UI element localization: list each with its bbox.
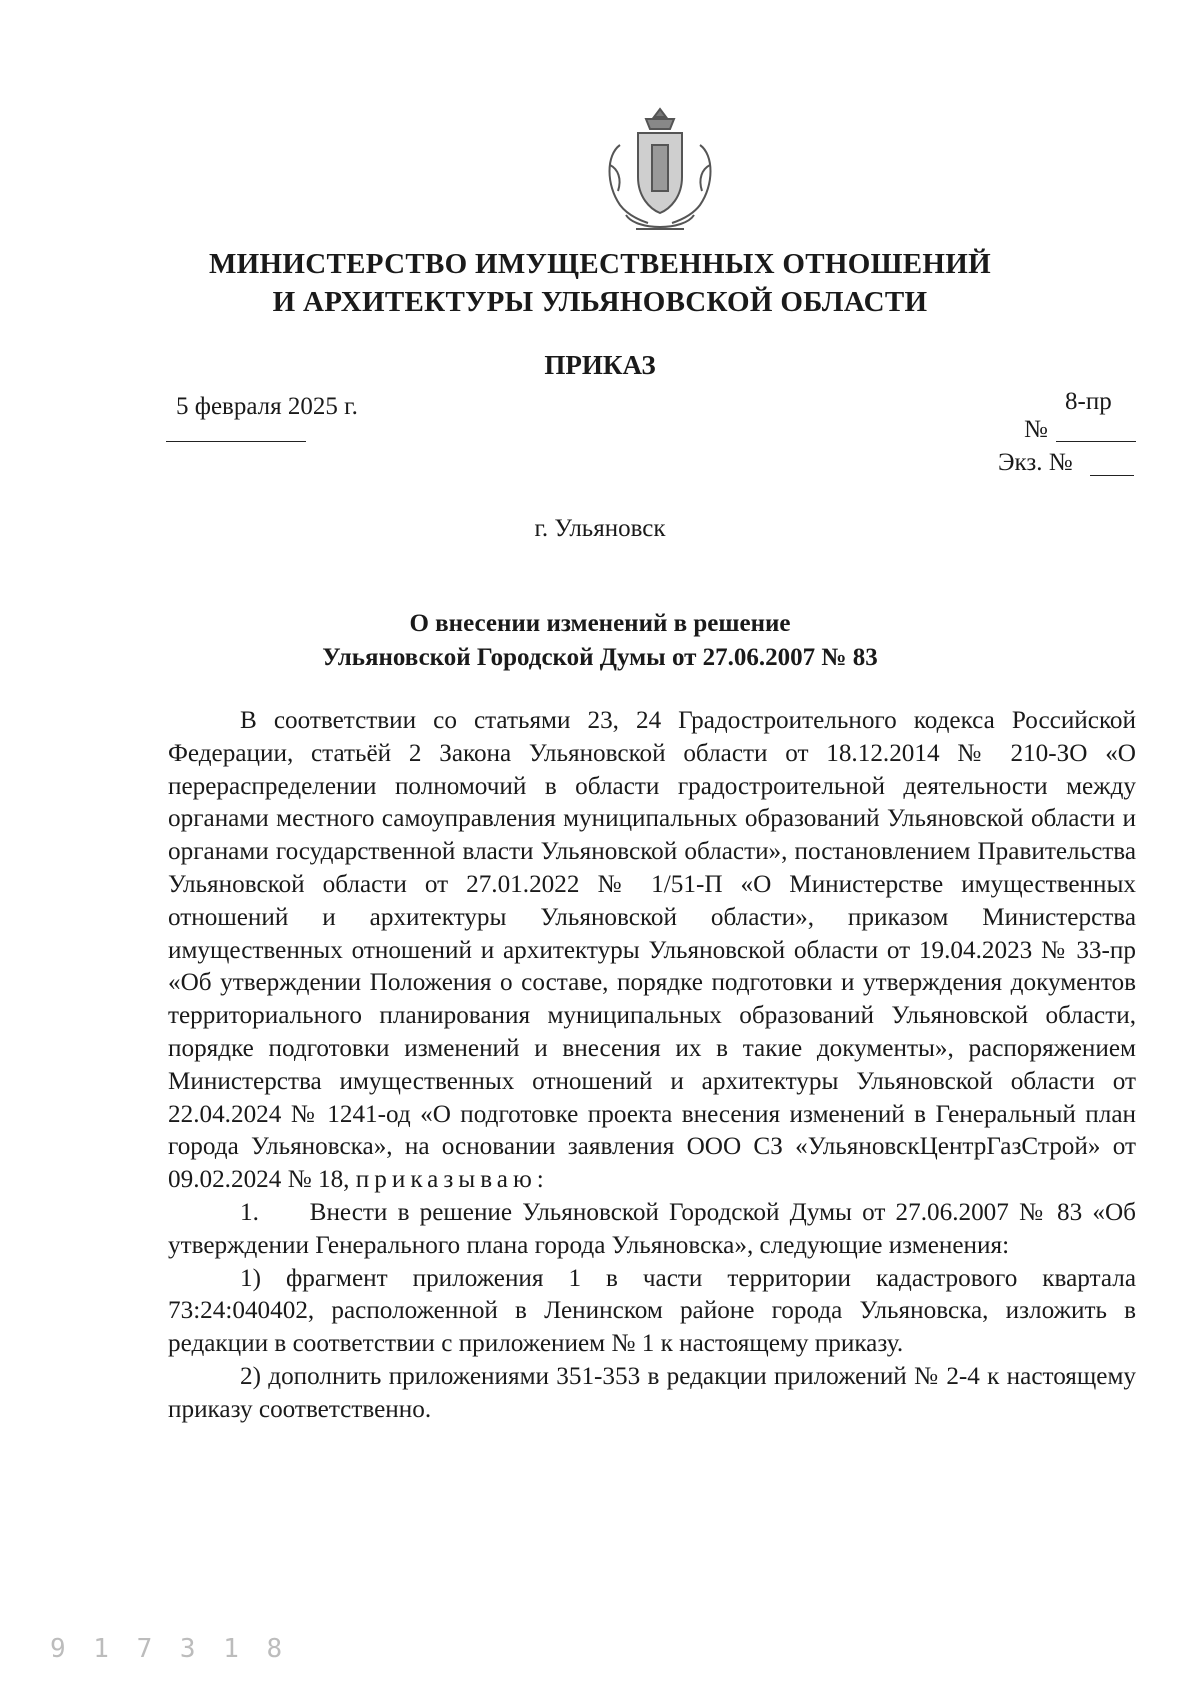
document-type-title: ПРИКАЗ [544,350,656,380]
ministry-name-line2: И АРХИТЕКТУРЫ УЛЬЯНОВСКОЙ ОБЛАСТИ [272,286,928,318]
preamble-text: В соответствии со статьями 23, 24 Градостроительного кодекса Российской Федерации, статьёй 2 Закона Ульяновской области от 18.12.2014 № 210-ЗО «О перераспределении полномочий в области градостроительной деятельности между органами местного самоуправления муниципальных образований Ульяновской области и органами государственной власти Ульяновской области», постановлением Правительства Ульяновской области от 27.01.2022 № 1/51-П «О Министерстве имущественных отношений и архитектуры Ульяновской области», приказом Министерства имущественных отношений и архитектуры Ульяновской области от 19.04.2023 № 33-пр «Об утверждении Положения о составе, порядке подготовки и утверждения документов территориального планирования муниципальных образований Ульяновской области, порядке подготовки изменений и внесения их в такие документы», распоряжением Министерства имущественных отношений и архитектуры Ульяновской области от 22.04.2024 № 1241-од «О подготовке проекта внесения изменений в Генеральный план города Ульяновска», на основании заявления ООО СЗ «УльяновскЦентрГазСтрой» от 09.02.2024 № 18, [168,707,1136,1194]
order-date: 5 февраля 2025 г. [176,393,358,420]
copy-number-label: Экз. № [998,449,1073,476]
item-1-1-paragraph: 1) фрагмент приложения 1 в части территории кадастрового квартала 73:24:040402, расположенной в Ленинском районе города Ульяновска, изложить в редакции в соответствии с приложением № 1 к настоящему приказу. [168,1264,1136,1358]
item-1-2-paragraph: 2) дополнить приложениями 351-353 в редакции приложений № 2-4 к настоящему приказу соответственно. [168,1362,1136,1423]
coat-of-arms-emblem [590,105,730,245]
subject-line1: О внесении изменений в решение [409,610,791,637]
order-body [168,705,1136,1427]
copy-number-underline [1090,475,1134,476]
ministry-name-line1: МИНИСТЕРСТВО ИМУЩЕСТВЕННЫХ ОТНОШЕНИЙ [208,248,991,280]
subject-line2: Ульяновской Городской Думы от 27.06.2007 № 83 [322,644,878,671]
city-name: г. Ульяновск [534,515,666,542]
preamble-paragraph [168,705,1136,1197]
order-word: приказываю: [355,1166,549,1194]
number-underline [1056,441,1136,442]
order-number: 8-пр [1065,388,1112,415]
number-label: № [1024,416,1048,443]
item-1-paragraph: 1. Внести в решение Ульяновской Городской Думы от 27.06.2007 № 83 «Об утверждении Генерального плана города Ульяновска», следующие изменения: [168,1198,1136,1259]
faint-stamp-number: 9 1 7 3 1 8 [50,1634,289,1664]
date-underline [166,441,306,442]
